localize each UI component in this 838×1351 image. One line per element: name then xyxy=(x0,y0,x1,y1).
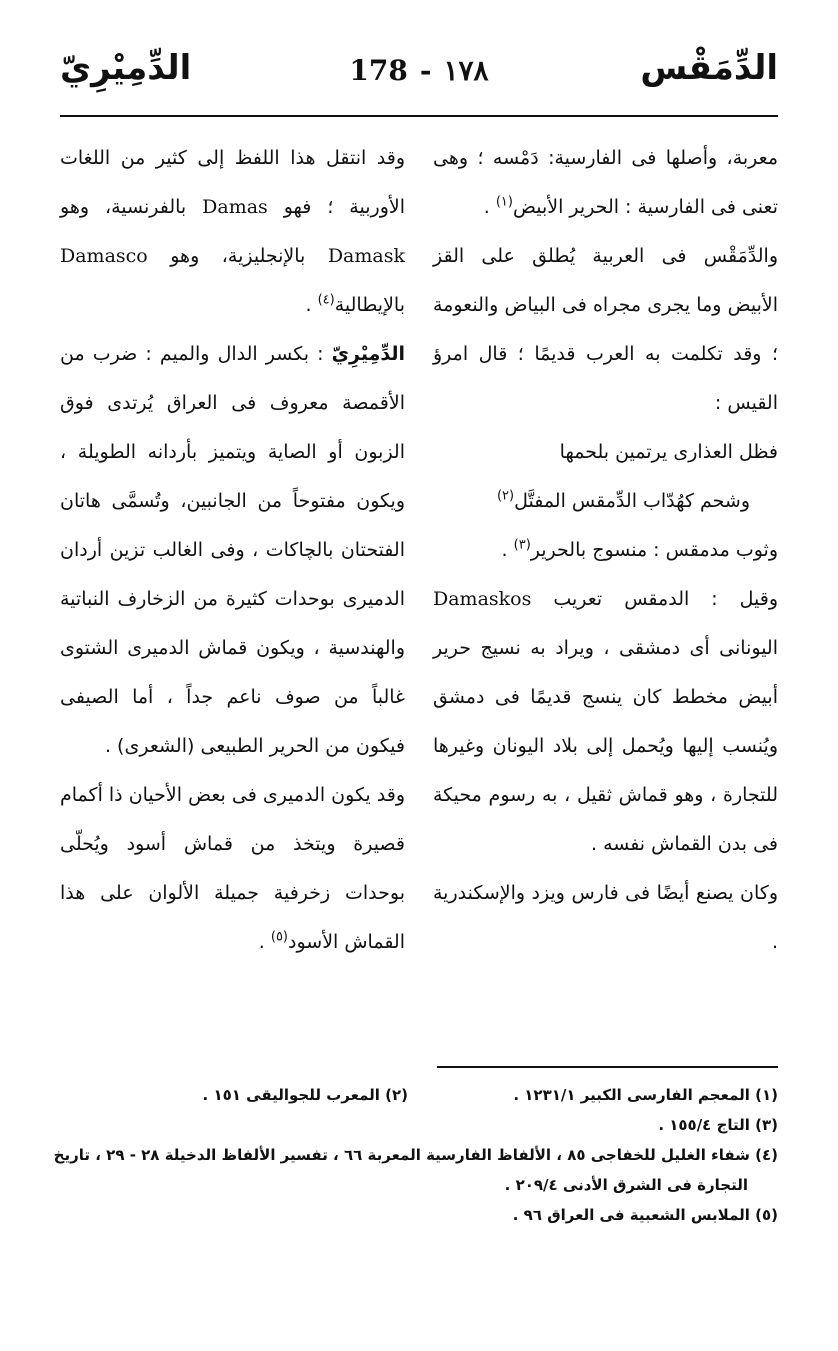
latin-term: Damas xyxy=(202,196,268,218)
entry-headword: الدِّمِيْرِيّ xyxy=(331,343,405,365)
paragraph: وكان يصنع أيضًا فى فارس ويزد والإسكندرية . xyxy=(433,882,778,953)
paragraph: والدِّمَقْس فى العربية يُطلق على القز الأبيض وما يجرى مجراه فى البياض والنعومة ؛ وقد تكلمت به العرب قديمًا ؛ قال امرؤ القيس : xyxy=(433,245,778,414)
latin-term: Damask xyxy=(327,245,405,267)
right-column xyxy=(433,134,778,967)
header-entry-left: الدِّمِيْرِيّ xyxy=(60,48,192,88)
header-rule xyxy=(60,115,778,117)
paragraph: معربة، وأصلها فى الفارسية: دَمْسه ؛ وهى تعنى فى الفارسية : الحرير الأبيض$^{(١)}$ . xyxy=(433,147,778,218)
paragraph: وقد يكون الدميرى فى بعض الأحيان ذا أكمام قصيرة ويتخذ من قماش أسود ويُحلّى بوحدات زخرفية جميلة الألوان على هذا القماش الأسود$^{(٥)}$ . xyxy=(60,784,405,953)
page-number-dash: - xyxy=(419,54,432,87)
footnote-ref: (٢) xyxy=(496,488,515,504)
page-number-latin: 178 xyxy=(349,54,408,87)
paragraph: وقيل : الدمقس تعريب Damaskos اليونانى أى دمشقى ، ويراد به نسيج حرير أبيض مخطط كان ينسج قديمًا فى دمشق ويُنسب إليها ويُحمل إلى بلاد اليونان وغيرها للتجارة ، وهو قماش ثقيل ، به رسوم محيكة فى بدن القماش نفسه . xyxy=(433,588,778,855)
running-header xyxy=(60,48,778,112)
latin-term: Damasco xyxy=(60,245,148,267)
footnote-3: (٣) التاج ١٥٥/٤ . xyxy=(658,1116,778,1134)
paragraph: الدِّمِيْرِيّ : بكسر الدال والميم : ضرب من الأقمصة معروف فى العراق يُرتدى فوق الزبون أو الصاية ويتميز بأردانه الطويلة ، ويكون مفتوحاً من الجانبين، وتُسمَّى هاتان الفتحتان بالچاكات ، وفى الغالب تزين أردان الدميرى بوحدات كثيرة من الزخارف النباتية والهندسية ، ويكون قماش الدميرى الشتوى غالباً من صوف ناعم جداً ، أما الصيفى فيكون من الحرير الطبيعى (الشعرى) . xyxy=(60,343,405,757)
header-entry-right: الدِّمَقْس xyxy=(640,48,778,88)
footnote-ref: (٣) xyxy=(513,537,531,553)
footnote-1: (١) المعجم الفارسى الكبير ١٢٣١/١ . xyxy=(513,1086,778,1104)
footnote-ref: (١) xyxy=(495,194,513,210)
footnotes xyxy=(53,1080,778,1230)
paragraph: وثوب مدمقس : منسوج بالحرير$^{(٣)}$ . xyxy=(501,537,778,561)
page-number-arabic: ١٧٨ xyxy=(443,54,489,87)
poem-line: فظل العذارى يرتمين بلحمها xyxy=(559,441,778,463)
footnote-4-continued: التجارة فى الشرق الأدنى ٢٠٩/٤ . xyxy=(504,1176,748,1194)
footnote-row xyxy=(60,1080,778,1110)
latin-term: Damaskos xyxy=(433,588,532,610)
footnote-rule xyxy=(437,1066,778,1068)
poem-line: وشحم كهُدّاب الدِّمقس المفتَّل$^{(٢)}$ xyxy=(496,488,750,512)
left-column xyxy=(60,134,405,967)
footnote-4: (٤) شفاء الغليل للخفاجى ٨٥ ، الألفاظ الفارسية المعربة ٦٦ ، تفسير الألفاظ الدخيلة ٢٨ - ٢٩ ، تاريخ xyxy=(53,1146,778,1164)
footnote-ref: (٤) xyxy=(317,292,335,308)
footnote-2: (٢) المعرب للجواليقى ١٥١ . xyxy=(202,1086,408,1104)
paragraph: وقد انتقل هذا اللفظ إلى كثير من اللغات الأوربية ؛ فهو Damas بالفرنسية، وهو Damask بالإنجليزية، وهو Damasco بالإيطالية$^{(٤)}$ . xyxy=(60,147,405,316)
footnote-ref: (٥) xyxy=(270,929,288,945)
footnote-5: (٥) الملابس الشعبية فى العراق ٩٦ . xyxy=(512,1206,778,1224)
